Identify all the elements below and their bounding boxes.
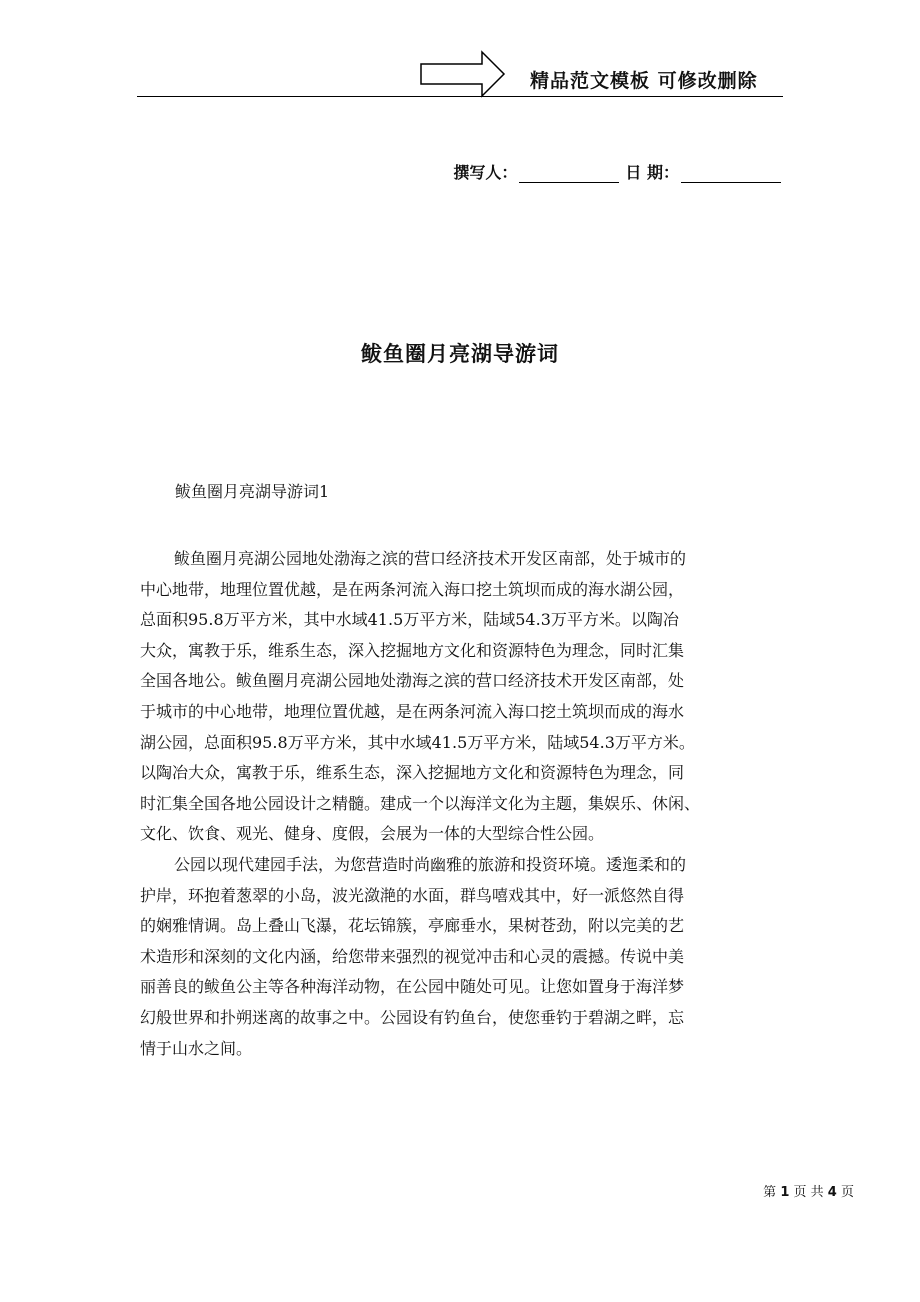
body-line: 鲅鱼圈月亮湖公园地处渤海之滨的营口经济技术开发区南部，处于城市的 [174,549,687,568]
author-blank [519,164,619,183]
date-label: 日 期： [625,163,679,182]
body-line: 中心地带，地理位置优越，是在两条河流入海口挖土筑坝而成的海水湖公园， [140,579,685,599]
body-line: 公园以现代建园手法，为您营造时尚幽雅的旅游和投资环境。逶迤柔和的 [174,854,687,874]
body-text [140,544,800,1064]
header-divider [137,96,783,97]
body-line: 护岸，环抱着葱翠的小岛，波光潋滟的水面，群鸟嘻戏其中，好一派悠然自得 [140,885,685,905]
footer-prefix: 第 [763,1185,777,1200]
body-line: 的娴雅情调。岛上叠山飞瀑，花坛锦簇，亭廊垂水，果树苍劲，附以完美的艺 [140,916,685,936]
header-title: 精品范文模板 可修改删除 [530,70,758,92]
document-title: 鲅鱼圈月亮湖导游词 [361,342,559,366]
body-line: 情于山水之间。 [140,1038,253,1058]
body-line: 湖公园，总面积95.8万平方米，其中水域41.5万平方米，陆域54.3万平方米。 [140,732,695,752]
right-arrow-icon [420,50,506,98]
footer-middle: 页 共 [793,1185,824,1200]
body-line: 时汇集全国各地公园设计之精髓。建成一个以海洋文化为主题，集娱乐、休闲、 [140,793,701,813]
body-line: 文化、饮食、观光、健身、度假，会展为一体的大型综合性公园。 [140,824,605,844]
document-subtitle: 鲅鱼圈月亮湖导游词1 [175,482,330,501]
footer-page-number: 1 [780,1185,790,1200]
body-line: 术造形和深刻的文化内涵，给您带来强烈的视觉冲击和心灵的震撼。传说中美 [140,946,685,966]
body-line: 于城市的中心地带，地理位置优越，是在两条河流入海口挖土筑坝而成的海水 [140,701,685,721]
body-line: 大众，寓教于乐，维系生态，深入挖掘地方文化和资源特色为理念，同时汇集 [140,640,685,660]
author-label: 撰写人： [453,163,518,182]
body-line: 总面积95.8万平方米，其中水域41.5万平方米，陆域54.3万平方米。以陶冶 [140,610,679,630]
author-date-line [453,160,781,183]
date-blank [681,164,781,183]
page-footer [763,1181,854,1200]
body-line: 以陶冶大众，寓教于乐，维系生态，深入挖掘地方文化和资源特色为理念，同 [140,763,685,783]
body-line: 全国各地公。鲅鱼圈月亮湖公园地处渤海之滨的营口经济技术开发区南部，处 [140,671,685,691]
body-line: 丽善良的鲅鱼公主等各种海洋动物，在公园中随处可见。让您如置身于海洋梦 [140,977,685,997]
footer-total-pages: 4 [827,1185,837,1200]
body-line: 幻般世界和扑朔迷离的故事之中。公园设有钓鱼台，使您垂钓于碧湖之畔，忘 [140,1007,685,1027]
footer-suffix: 页 [840,1185,854,1200]
